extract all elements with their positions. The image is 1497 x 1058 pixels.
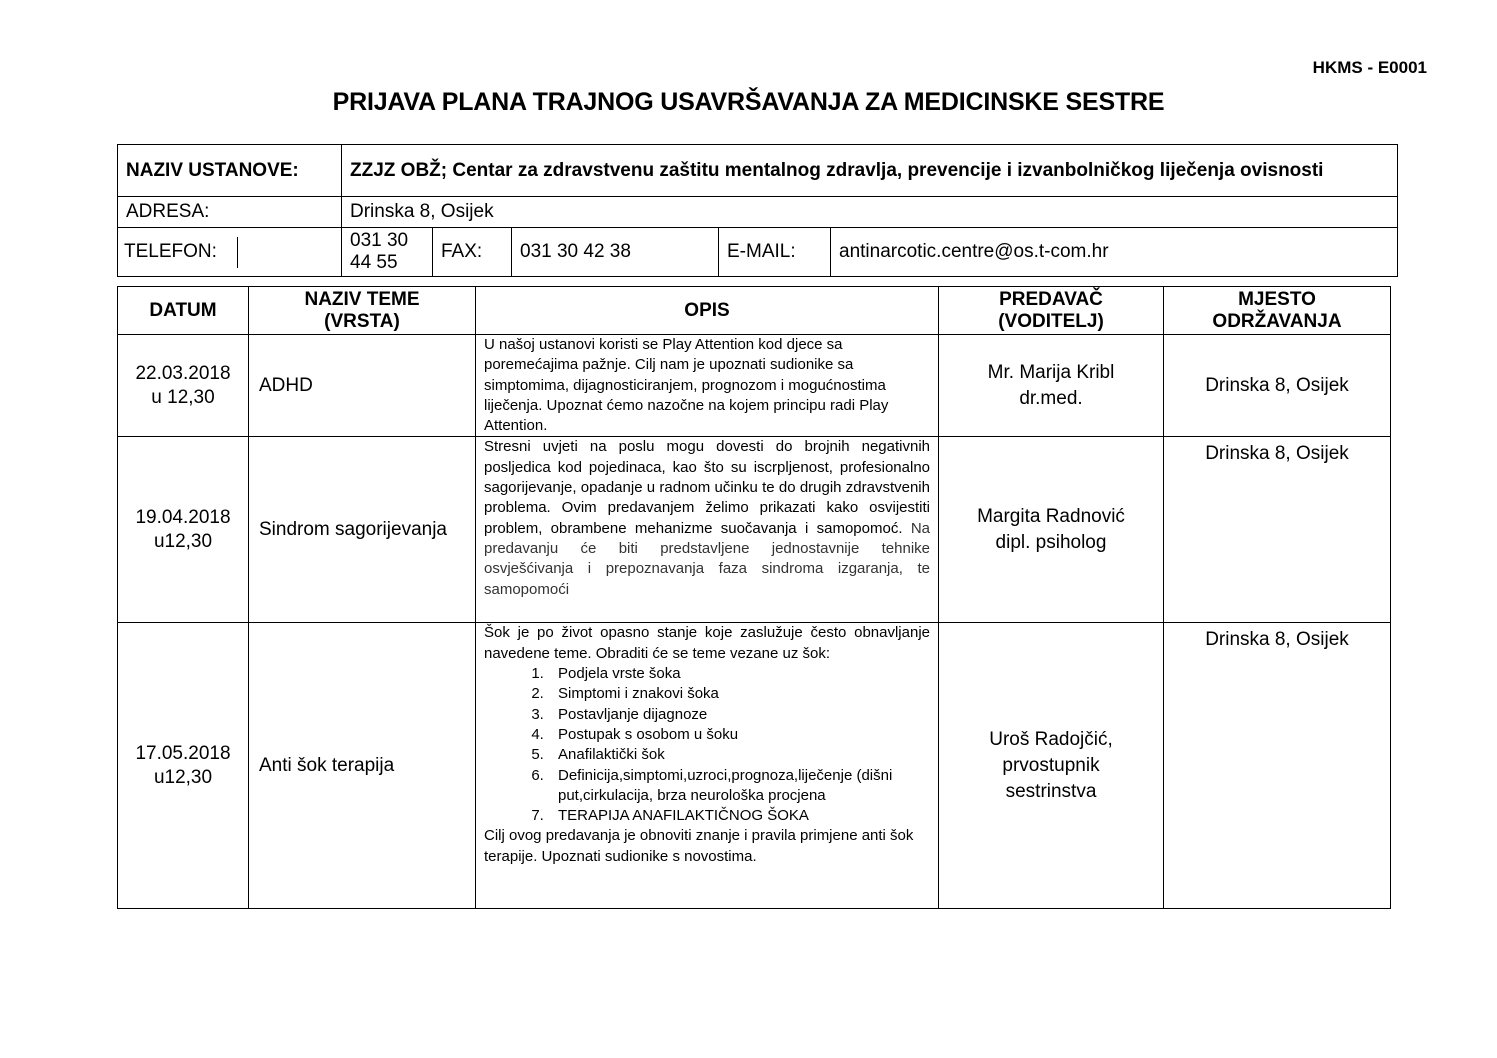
email-label: E-MAIL:	[719, 228, 831, 276]
row-place: Drinska 8, Osijek	[1164, 623, 1391, 909]
row-lecturer	[939, 335, 1164, 437]
row-place: Drinska 8, Osijek	[1164, 437, 1391, 623]
institution-table	[117, 144, 1398, 277]
email-value: antinarcotic.centre@os.t-com.hr	[839, 241, 1109, 262]
header-lecturer-line1: PREDAVAČ	[999, 288, 1103, 310]
phone-value: 031 30 44 55	[342, 228, 433, 276]
desc-outro: Cilj ovog predavanja je obnoviti znanje i pravila primjene anti šok terapije. Upoznati sudionike s novostima.	[484, 827, 914, 865]
lecturer-line1: Uroš Radojčić,	[989, 728, 1113, 750]
row-lecturer	[939, 623, 1164, 909]
desc-text: U našoj ustanovi koristi se Play Attention kod djece sa poremećajima pažnje. Cilj nam je upoznati sudionike sa simptomima, dijagnosticiranjem, prognozom i mogućnostima liječenja. Upoznat ćemo nazočne na kojem principu radi Play Attention.	[484, 336, 889, 435]
header-place	[1164, 287, 1391, 335]
list-item: 4. Postupak s osobom u šoku	[548, 725, 930, 745]
row-place: Drinska 8, Osijek	[1164, 335, 1391, 437]
date-line2: u12,30	[153, 530, 213, 552]
header-topic	[249, 287, 476, 335]
desc-text-a: Stresni uvjeti na poslu mogu dovesti do brojnih negativnih posljedica kod pojedinaca, kao što su iscrpljenost, profesionalno sagorijevanje, opadanje u radnom učinku te do drugih zdravstvenih problema. Ovim predavanjem želimo prikazati kako osvijestiti problem, obrambene mehanizme suočavanja i samopomoć.	[484, 438, 930, 537]
lecturer-line2: prvostupnik	[1002, 754, 1100, 776]
table-row	[118, 335, 1391, 437]
row-topic: Sindrom sagorijevanja	[249, 437, 476, 623]
list-item: 5. Anafilaktički šok	[548, 745, 930, 765]
list-item: 2. Simptomi i znakovi šoka	[548, 684, 930, 704]
row-date	[118, 335, 249, 437]
desc-intro: Šok je po život opasno stanje koje zaslužuje često obnavljanje navedene teme. Obraditi će se teme vezane uz šok:	[484, 624, 930, 662]
header-lecturer	[939, 287, 1164, 335]
table-row	[118, 437, 1391, 623]
row-date	[118, 623, 249, 909]
fax-label: FAX:	[433, 228, 512, 276]
phone-label: TELEFON:	[118, 237, 238, 268]
table-row	[118, 623, 1391, 909]
lecturer-line3: sestrinstva	[1005, 780, 1097, 802]
date-line1: 19.04.2018	[135, 506, 231, 528]
institution-name-value: ZZJZ OBŽ; Centar za zdravstvenu zaštitu mentalnog zdravlja, prevencije i izvanbolničkog liječenja ovisnosti	[342, 145, 1398, 197]
header-date: DATUM	[118, 287, 249, 335]
header-place-line1: MJESTO	[1238, 288, 1316, 310]
lecturer-line1: Mr. Marija Kribl	[987, 361, 1115, 383]
desc-text-b: Na predavanju će biti predstavljene jednostavnije tehnike osvješćivanja i prepoznavanja faza sindroma izgaranja, te samopomoći	[484, 519, 930, 598]
list-item: 6. Definicija,simptomi,uzroci,prognoza,liječenje (dišni put,cirkulacija, brza neurološka procjena	[548, 766, 930, 807]
lecturer-line2: dipl. psiholog	[995, 531, 1107, 553]
form-code: HKMS - E0001	[1312, 58, 1427, 77]
row-topic: Anti šok terapija	[249, 623, 476, 909]
desc-list	[484, 664, 930, 826]
page-title: PRIJAVA PLANA TRAJNOG USAVRŠAVANJA ZA MEDICINSKE SESTRE	[332, 88, 1165, 116]
row-desc	[476, 623, 939, 909]
lecturer-line1: Margita Radnović	[977, 505, 1125, 527]
row-desc	[476, 437, 939, 623]
lecturer-line2: dr.med.	[1019, 387, 1083, 409]
list-item: 3. Postavljanje dijagnoze	[548, 705, 930, 725]
header-desc: OPIS	[476, 287, 939, 335]
row-date	[118, 437, 249, 623]
header-lecturer-line2: (VODITELJ)	[998, 310, 1104, 332]
phone-value-part	[238, 237, 342, 268]
plan-table	[117, 286, 1391, 909]
address-value: Drinska 8, Osijek	[342, 197, 1398, 228]
address-label: ADRESA:	[118, 197, 342, 228]
row-desc	[476, 335, 939, 437]
list-item: 1. Podjela vrste šoka	[548, 664, 930, 684]
header-place-line2: ODRŽAVANJA	[1212, 310, 1342, 332]
date-line2: u12,30	[153, 766, 213, 788]
header-topic-line2: (VRSTA)	[324, 310, 400, 332]
list-item: 7. TERAPIJA ANAFILAKTIČNOG ŠOKA	[548, 806, 930, 826]
date-line1: 22.03.2018	[135, 362, 231, 384]
row-lecturer	[939, 437, 1164, 623]
header-topic-line1: NAZIV TEME	[304, 288, 420, 310]
date-line1: 17.05.2018	[135, 742, 231, 764]
institution-name-label: NAZIV USTANOVE:	[118, 145, 342, 197]
fax-value: 031 30 42 38	[512, 228, 719, 276]
row-topic: ADHD	[249, 335, 476, 437]
desc-text	[484, 437, 930, 599]
date-line2: u 12,30	[151, 386, 215, 408]
